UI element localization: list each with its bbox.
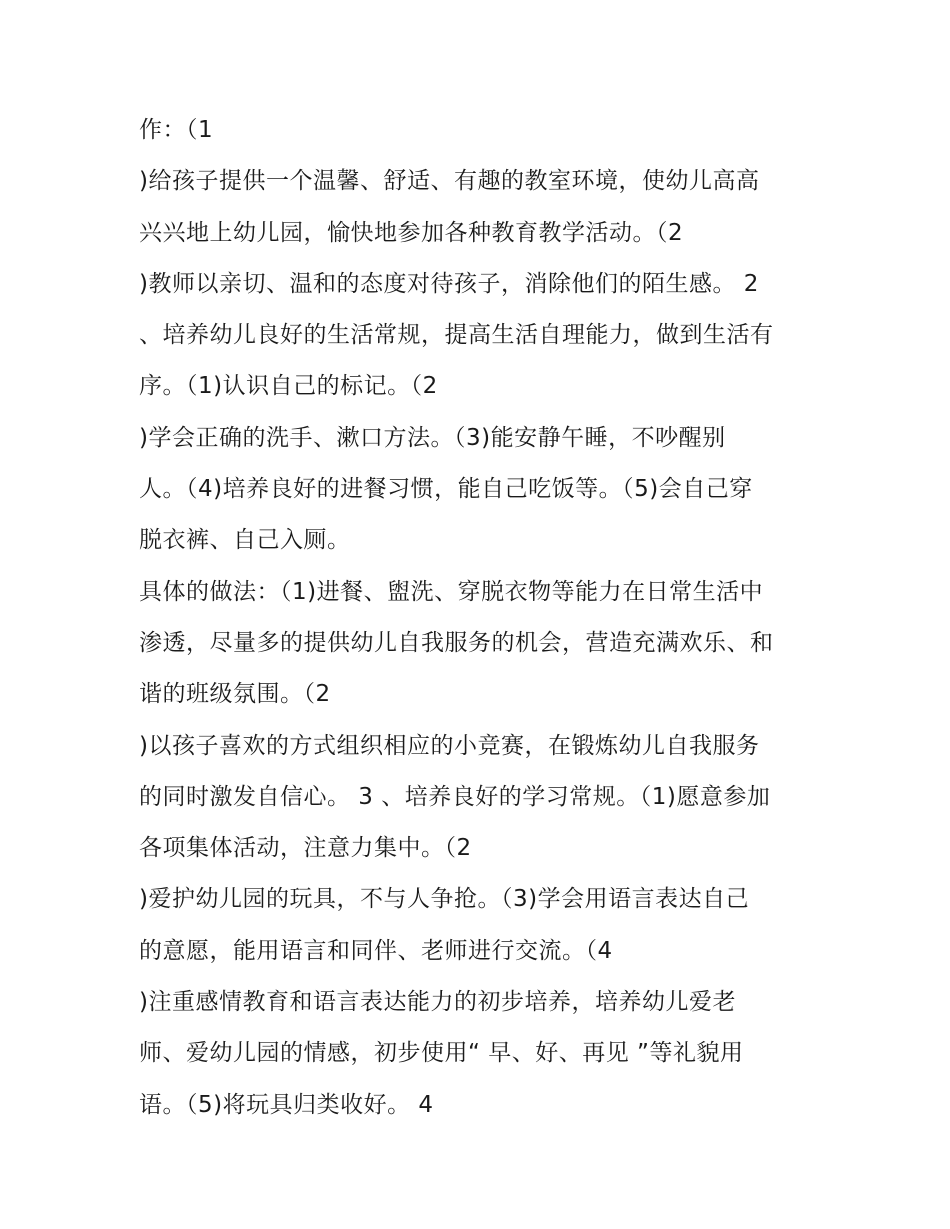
text-line: )以孩子喜欢的方式组织相应的小竞赛，在锻炼幼儿自我服务 <box>139 732 760 759</box>
text-line: )注重感情教育和语言表达能力的初步培养，培养幼儿爱老 <box>139 989 736 1016</box>
text-line: 的意愿，能用语言和同伴、老师进行交流。（4 <box>139 937 613 964</box>
text-line: 师、爱幼儿园的情感，初步使用“ 早、好、再见 ”等礼貌用 <box>139 1040 744 1067</box>
text-line: 脱衣裤、自己入厕。 <box>139 527 351 554</box>
text-line: 序。（1)认识自己的标记。（2 <box>139 373 438 400</box>
text-line: 作：（1 <box>139 117 214 143</box>
text-line: )给孩子提供一个温馨、舒适、有趣的教室环境，使幼儿高高 <box>139 168 760 195</box>
text-line: )学会正确的洗手、漱口方法。（3)能安静午睡，不吵醒别 <box>139 424 726 451</box>
text-line: 、培养幼儿良好的生活常规，提高生活自理能力，做到生活有 <box>139 322 774 349</box>
text-line: 人。（4)培养良好的进餐习惯，能自己吃饭等。（5)会自己穿 <box>139 476 753 503</box>
text-line: )教师以亲切、温和的态度对待孩子，消除他们的陌生感。 2 <box>139 270 759 297</box>
text-line: 的同时激发自信心。 3 、培养良好的学习常规。（1)愿意参加 <box>139 783 771 810</box>
document-body <box>139 112 839 1138</box>
text-line: 兴兴地上幼儿园，愉快地参加各种教育教学活动。（2 <box>139 219 684 246</box>
text-line: 渗透，尽量多的提供幼儿自我服务的机会，营造充满欢乐、和 <box>139 629 774 656</box>
text-line: 各项集体活动，注意力集中。（2 <box>139 835 472 862</box>
text-line: )爱护幼儿园的玩具，不与人争抢。（3)学会用语言表达自己 <box>139 886 750 913</box>
text-line: 语。（5)将玩具归类收好。 4 <box>139 1091 434 1118</box>
text-line: 谐的班级氛围。（2 <box>139 681 331 708</box>
text-line: 具体的做法：（1)进餐、盥洗、穿脱衣物等能力在日常生活中 <box>139 578 764 605</box>
